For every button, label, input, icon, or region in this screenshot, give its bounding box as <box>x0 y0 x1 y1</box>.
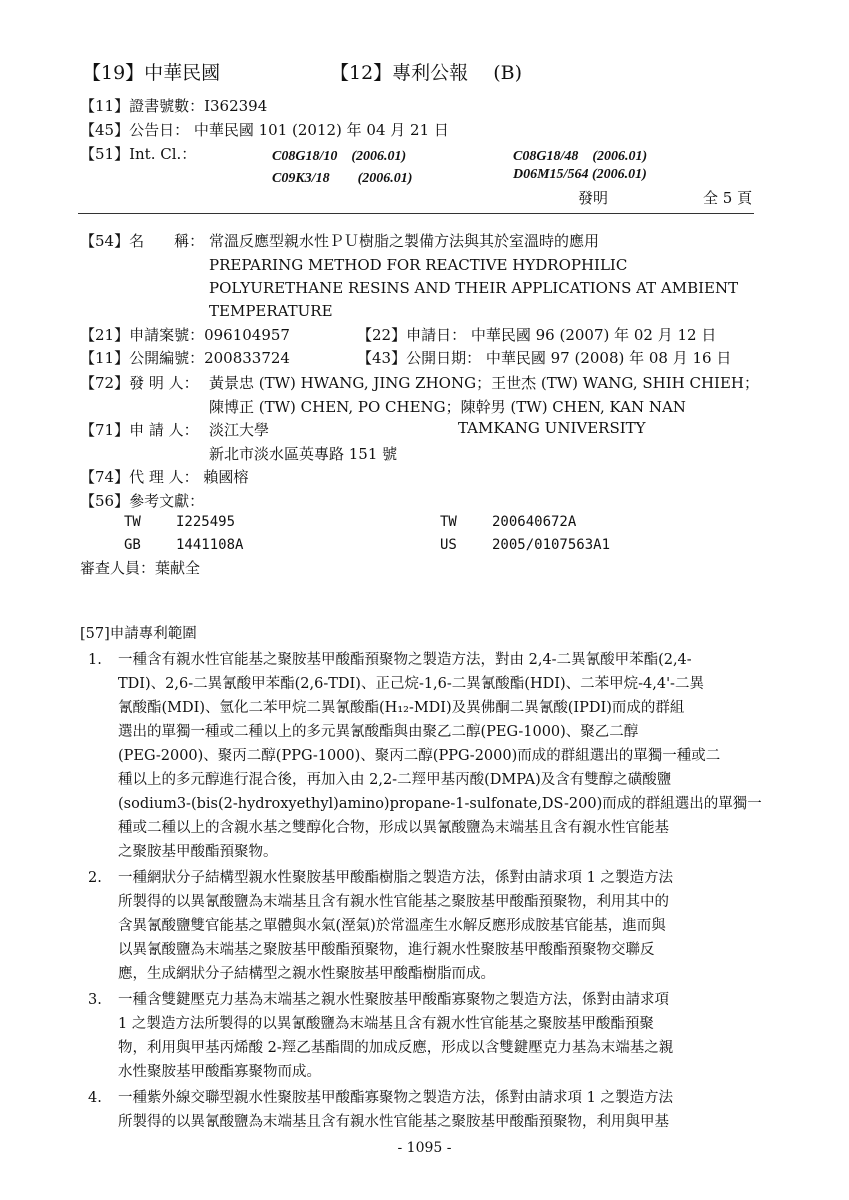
claim-text <box>118 648 775 864</box>
cert-number: 【11】證書號數：I362394 <box>80 97 268 115</box>
reference-number: 1441108A <box>176 537 244 553</box>
ipc-code: C08G18/10 (2006.01) <box>272 149 407 164</box>
country-heading: 【19】中華民國 <box>82 62 221 84</box>
claim-line: 以異氰酸鹽為末端基之聚胺基甲酸酯預聚物，進行親水性聚胺基甲酸酯預聚物交聯反 <box>118 942 655 958</box>
claim-line: 所製得的以異氰酸鹽為末端基且含有親水性官能基之聚胺基甲酸酯預聚物，利用其中的 <box>118 894 669 910</box>
claim-number: 3. <box>88 992 102 1008</box>
title-label: 【54】名 稱： <box>80 232 205 250</box>
claim-item <box>80 866 775 986</box>
references-label: 【56】參考文獻： <box>80 492 205 510</box>
claim-line: 水性聚胺基甲酸酯寡聚物而成。 <box>118 1064 321 1080</box>
divider <box>78 213 754 214</box>
claim-line: 一種含有親水性官能基之聚胺基甲酸酯預聚物之製造方法，對由 2,4-二異氰酸甲苯酯(2,4- <box>118 652 692 668</box>
claim-line: 一種紫外線交聯型親水性聚胺基甲酸酯寡聚物之製造方法，係對由請求項 1 之製造方法 <box>118 1090 673 1106</box>
claim-number: 4. <box>88 1090 102 1106</box>
publication-date: 【43】公開日期： 中華民國 97 (2008) 年 08 月 16 日 <box>357 349 732 367</box>
claims-title: [57]申請專利範圍 <box>80 626 197 642</box>
claim-line: TDI)、2,6-二異氰酸甲苯酯(2,6-TDI)、正己烷-1,6-二異氰酸酯(HDI)、二苯甲烷-4,4'-二異 <box>118 676 704 692</box>
application-number: 【21】申請案號：096104957 <box>80 326 290 344</box>
reference-country: US <box>440 537 457 553</box>
invention-type: 發明 <box>578 189 609 207</box>
applicant-address: 新北市淡水區英專路 151 號 <box>209 445 398 463</box>
claim-line: 1 之製造方法所製得的以異氰酸鹽為末端基且含有親水性官能基之聚胺基甲酸酯預聚 <box>118 1016 654 1032</box>
reference-country: GB <box>124 537 141 553</box>
page-number: - 1095 - <box>397 1140 452 1156</box>
applicant-zh: 淡江大學 <box>209 421 270 439</box>
claims-section <box>80 622 775 1136</box>
applicant-label: 【71】申 請 人： <box>80 421 199 439</box>
claim-text <box>118 988 775 1084</box>
claim-number: 1. <box>88 652 102 668</box>
inventor-label: 【72】發 明 人： <box>80 374 199 392</box>
applicant-en: TAMKANG UNIVERSITY <box>458 419 646 437</box>
claim-line: 種以上的多元醇進行混合後，再加入由 2,2-二羥甲基丙酸(DMPA)及含有雙醇之磺酸鹽 <box>118 772 672 788</box>
claim-text <box>118 1086 775 1134</box>
claim-line: 物，利用與甲基丙烯酸 2-羥乙基酯間的加成反應，形成以含雙鍵壓克力基為末端基之親 <box>118 1040 674 1056</box>
reference-country: TW <box>440 514 457 530</box>
claim-text <box>118 866 775 986</box>
claims-list <box>80 648 775 1134</box>
doc-type-heading: 【12】專利公報 (B) <box>330 62 523 84</box>
claim-line: 氰酸酯(MDI)、氫化二苯甲烷二異氰酸酯(H₁₂-MDI)及異佛酮二異氰酸(IPDI)而成的群組 <box>118 700 685 716</box>
claim-line: 一種網狀分子結構型親水性聚胺基甲酸酯樹脂之製造方法，係對由請求項 1 之製造方法 <box>118 870 673 886</box>
agent: 【74】代 理 人： 賴國榕 <box>80 468 249 486</box>
page-count: 全 5 頁 <box>703 189 753 207</box>
intcl-label: 【51】Int. Cl.： <box>80 145 197 163</box>
claim-line: 應，生成網狀分子結構型之親水性聚胺基甲酸酯樹脂而成。 <box>118 966 495 982</box>
application-date: 【22】申請日： 中華民國 96 (2007) 年 02 月 12 日 <box>357 326 717 344</box>
publication-number: 【11】公開編號：200833724 <box>80 349 290 367</box>
announce-date: 【45】公告日： 中華民國 101 (2012) 年 04 月 21 日 <box>80 121 449 139</box>
title-en-line: TEMPERATURE <box>209 302 333 320</box>
claim-line: (sodium3-(bis(2-hydroxyethyl)amino)propane-1-sulfonate,DS-200)而成的群組選出的單獨一 <box>118 796 762 812</box>
claim-number: 2. <box>88 870 102 886</box>
reference-number: I225495 <box>176 514 236 530</box>
claim-line: 含異氰酸鹽雙官能基之單體與水氣(溼氣)於常溫產生水解反應形成胺基官能基，進而與 <box>118 918 666 934</box>
inventors-line: 黃景忠 (TW) HWANG, JING ZHONG；王世杰 (TW) WANG, SHIH CHIEH； <box>209 374 759 392</box>
ipc-code: D06M15/564 (2006.01) <box>513 167 647 182</box>
inventors-line: 陳博正 (TW) CHEN, PO CHENG；陳幹男 (TW) CHEN, KAN NAN <box>209 398 686 416</box>
title-en-line: PREPARING METHOD FOR REACTIVE HYDROPHILIC <box>209 256 628 274</box>
claim-line: 種或二種以上的含親水基之雙醇化合物，形成以異氰酸鹽為末端基且含有親水性官能基 <box>118 820 669 836</box>
reference-number: 2005/0107563A1 <box>492 537 611 553</box>
examiner: 審查人員：葉献全 <box>80 559 201 577</box>
claim-line: 之聚胺基甲酸酯預聚物。 <box>118 844 278 860</box>
claim-line: 一種含雙鍵壓克力基為末端基之親水性聚胺基甲酸酯寡聚物之製造方法，係對由請求項 <box>118 992 669 1008</box>
claim-item <box>80 648 775 864</box>
claim-line: 選出的單獨一種或二種以上的多元異氰酸酯與由聚乙二醇(PEG-1000)、聚乙二醇 <box>118 724 639 740</box>
reference-country: TW <box>124 514 141 530</box>
title-zh: 常溫反應型親水性ＰＵ樹脂之製備方法與其於室溫時的應用 <box>209 232 600 250</box>
title-en-line: POLYURETHANE RESINS AND THEIR APPLICATIONS AT AMBIENT <box>209 279 739 297</box>
claim-line: 所製得的以異氰酸鹽為末端基且含有親水性官能基之聚胺基甲酸酯預聚物，利用與甲基 <box>118 1114 669 1130</box>
claim-item <box>80 988 775 1084</box>
ipc-code: C09K3/18 (2006.01) <box>272 171 413 186</box>
ipc-code: C08G18/48 (2006.01) <box>513 149 648 164</box>
reference-number: 200640672A <box>492 514 577 530</box>
claim-item <box>80 1086 775 1134</box>
claim-line: (PEG-2000)、聚丙二醇(PPG-1000)、聚丙二醇(PPG-2000)而成的群組選出的單獨一種或二 <box>118 748 721 764</box>
